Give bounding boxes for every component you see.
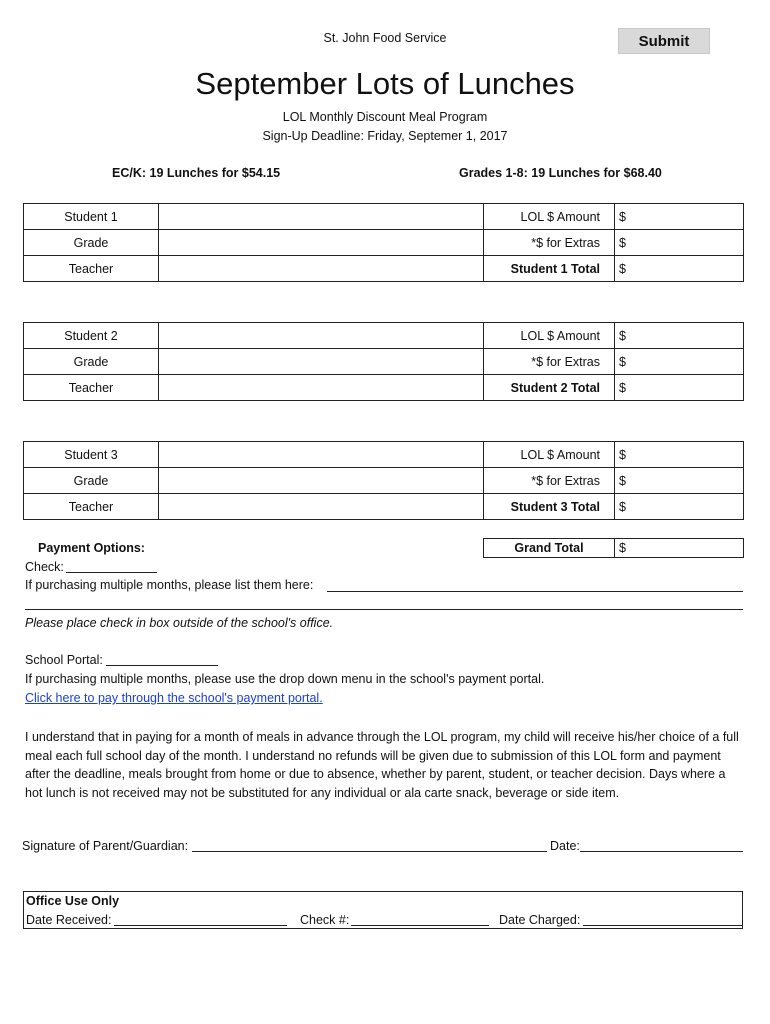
student-3-amount-field[interactable]: $ bbox=[615, 442, 744, 468]
grade-label: Grade bbox=[24, 349, 159, 375]
student-2-total-field[interactable]: $ bbox=[615, 375, 744, 401]
student-2-amount-field[interactable]: $ bbox=[615, 323, 744, 349]
student-2-teacher-field[interactable] bbox=[159, 375, 484, 401]
student-2-name-field[interactable] bbox=[159, 323, 484, 349]
office-use-heading: Office Use Only bbox=[26, 894, 120, 908]
program-subtitle: LOL Monthly Discount Meal Program bbox=[282, 110, 488, 124]
grand-total-table bbox=[483, 538, 744, 558]
student-total-label: Student 3 Total bbox=[484, 494, 615, 520]
school-portal-label: School Portal: bbox=[25, 653, 103, 667]
signature-label: Signature of Parent/Guardian: bbox=[22, 839, 189, 853]
school-portal-field[interactable] bbox=[106, 665, 218, 666]
student-1-grade-field[interactable] bbox=[159, 230, 484, 256]
signature-field[interactable] bbox=[192, 851, 547, 852]
teacher-label: Teacher bbox=[24, 494, 159, 520]
student-name-label: Student 3 bbox=[24, 442, 159, 468]
date-charged-field[interactable] bbox=[583, 925, 743, 926]
date-label: Date: bbox=[550, 839, 580, 853]
grand-total-label: Grand Total bbox=[484, 539, 615, 558]
agreement-paragraph: I understand that in paying for a month of meals in advance through the LOL program, my child will receive his/her choice of a full meal each full school day of the month. I understand no refunds will be given due to submission of this LOL form and payment after the deadline, meals brought from home or due to absence, whether by parent, student, or teacher decision. Days where a hot lunch is not received may not be substituted for any individual or ala carte snack, beverage or side item. bbox=[25, 730, 739, 801]
extras-label: *$ for Extras bbox=[484, 468, 615, 494]
grand-total-field[interactable]: $ bbox=[615, 539, 744, 558]
form-title: September Lots of Lunches bbox=[195, 66, 575, 101]
student-1-name-field[interactable] bbox=[159, 204, 484, 230]
student-3-teacher-field[interactable] bbox=[159, 494, 484, 520]
extras-label: *$ for Extras bbox=[484, 349, 615, 375]
student-1-extras-field[interactable]: $ bbox=[615, 230, 744, 256]
student-1-amount-field[interactable]: $ bbox=[615, 204, 744, 230]
teacher-label: Teacher bbox=[24, 256, 159, 282]
check-number-label: Check #: bbox=[300, 913, 350, 927]
check-label: Check: bbox=[25, 560, 64, 574]
multi-months-field-line-2[interactable] bbox=[25, 609, 743, 610]
grade-label: Grade bbox=[24, 230, 159, 256]
check-number-field[interactable] bbox=[351, 925, 489, 926]
portal-instruction: If purchasing multiple months, please use the drop down menu in the school's payment portal. bbox=[25, 672, 545, 686]
check-instruction: Please place check in box outside of the school's office. bbox=[25, 616, 334, 630]
student-2-grade-field[interactable] bbox=[159, 349, 484, 375]
lol-amount-label: LOL $ Amount bbox=[484, 204, 615, 230]
student-2-table bbox=[23, 322, 744, 401]
student-name-label: Student 2 bbox=[24, 323, 159, 349]
student-3-name-field[interactable] bbox=[159, 442, 484, 468]
office-use-box bbox=[23, 891, 743, 929]
student-total-label: Student 2 Total bbox=[484, 375, 615, 401]
student-3-table bbox=[23, 441, 744, 520]
lol-amount-label: LOL $ Amount bbox=[484, 442, 615, 468]
payment-portal-link[interactable]: Click here to pay through the school's payment portal. bbox=[25, 691, 323, 705]
signup-deadline: Sign-Up Deadline: Friday, Septemer 1, 2017 bbox=[262, 129, 508, 143]
extras-label: *$ for Extras bbox=[484, 230, 615, 256]
student-3-total-field[interactable]: $ bbox=[615, 494, 744, 520]
check-field[interactable] bbox=[66, 572, 157, 573]
student-1-teacher-field[interactable] bbox=[159, 256, 484, 282]
price-eck: EC/K: 19 Lunches for $54.15 bbox=[112, 166, 281, 180]
student-3-grade-field[interactable] bbox=[159, 468, 484, 494]
student-1-table bbox=[23, 203, 744, 282]
payment-options-heading: Payment Options: bbox=[38, 541, 145, 555]
submit-button[interactable]: Submit bbox=[618, 28, 710, 54]
student-3-extras-field[interactable]: $ bbox=[615, 468, 744, 494]
grade-label: Grade bbox=[24, 468, 159, 494]
date-received-field[interactable] bbox=[114, 925, 287, 926]
student-2-extras-field[interactable]: $ bbox=[615, 349, 744, 375]
teacher-label: Teacher bbox=[24, 375, 159, 401]
student-total-label: Student 1 Total bbox=[484, 256, 615, 282]
organization-name: St. John Food Service bbox=[323, 31, 447, 45]
student-name-label: Student 1 bbox=[24, 204, 159, 230]
date-field[interactable] bbox=[580, 851, 743, 852]
student-1-total-field[interactable]: $ bbox=[615, 256, 744, 282]
date-charged-label: Date Charged: bbox=[499, 913, 581, 927]
lol-amount-label: LOL $ Amount bbox=[484, 323, 615, 349]
multi-months-label: If purchasing multiple months, please list them here: bbox=[25, 578, 314, 592]
date-received-label: Date Received: bbox=[26, 913, 112, 927]
price-grades: Grades 1-8: 19 Lunches for $68.40 bbox=[459, 166, 662, 180]
multi-months-field[interactable] bbox=[327, 591, 743, 592]
